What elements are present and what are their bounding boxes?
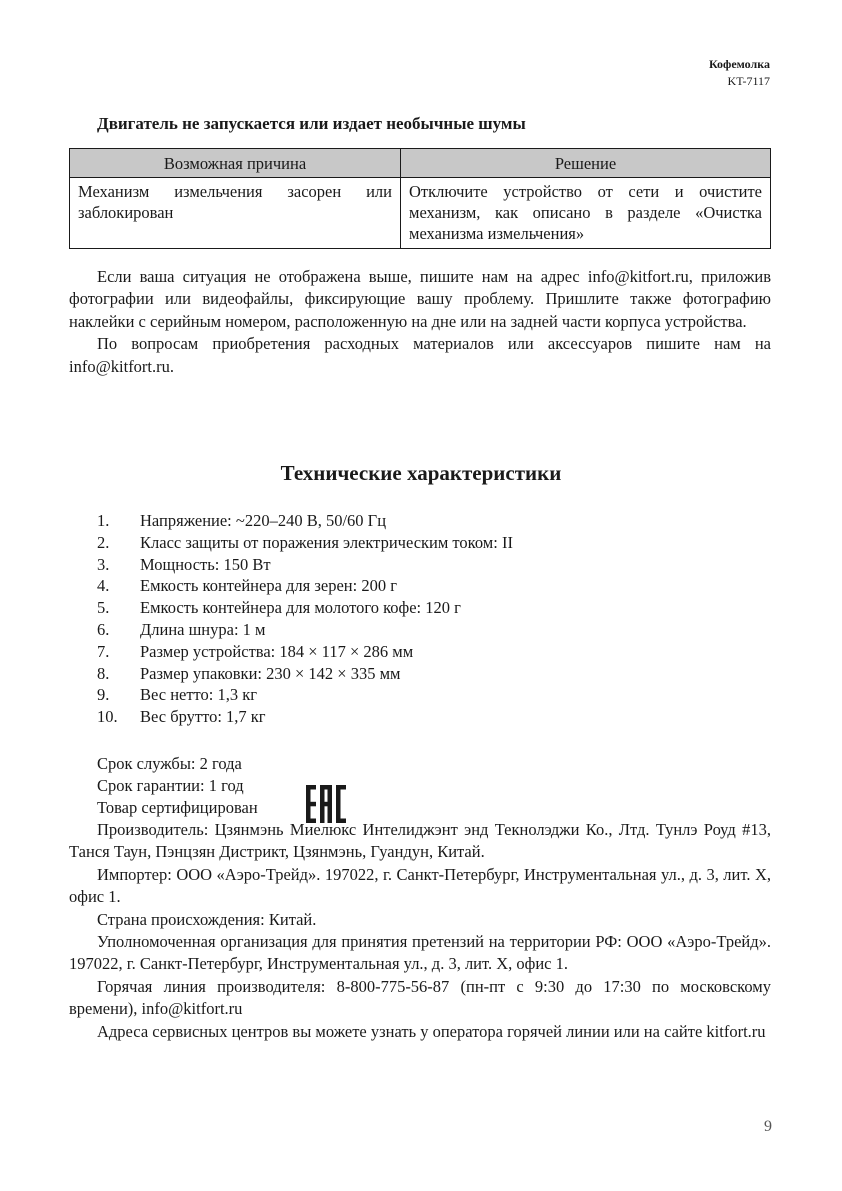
paragraph-origin: Страна происхождения: Китай.: [97, 909, 317, 929]
list-item-text: Класс защиты от поражения электрическим током: II: [140, 532, 513, 552]
list-item-number: 3.: [97, 554, 110, 574]
paragraph-importer: Импортер: ООО «Аэро-Трейд». 197022, г. Санкт-Петербург, Инструментальная ул., д. 3, лит. Х, офис 1.: [69, 864, 771, 907]
list-item-text: Напряжение: ~220–240 В, 50/60 Гц: [140, 511, 387, 530]
contact-info: [69, 266, 771, 378]
list-item-number: 6.: [97, 619, 110, 639]
troubleshooting-heading: Двигатель не запускается или издает необычные шумы: [97, 114, 526, 133]
list-item-number: 9.: [97, 685, 110, 705]
column-header-solution: Решение: [401, 149, 771, 178]
list-item-text: Емкость контейнера для молотого кофе: 120 г: [140, 598, 461, 618]
paragraph-accessories: По вопросам приобретения расходных материалов или аксессуаров пишите нам на info@kitfort.ru.: [69, 334, 771, 376]
certified-text: Товар сертифицирован: [97, 798, 258, 817]
specs-list: [97, 510, 513, 728]
list-item-text: Размер устройства: 184 × 117 × 286 мм: [140, 641, 414, 661]
list-item-number: 5.: [97, 598, 110, 618]
service-life: Срок службы: 2 года: [97, 754, 242, 773]
list-item-text: Вес нетто: 1,3 кг: [140, 685, 258, 705]
solution-cell: Отключите устройство от сети и очистите механизм, как описано в разделе «Очистка механизма измельчения»: [401, 178, 771, 249]
list-item-number: 4.: [97, 576, 110, 596]
eac-logo-icon: [306, 785, 346, 823]
list-item-text: Размер упаковки: 230 × 142 × 335 мм: [140, 663, 401, 683]
list-item: [97, 575, 513, 597]
list-item-text: Мощность: 150 Вт: [140, 554, 271, 574]
table-row: [70, 178, 771, 249]
list-item-text: Вес брутто: 1,7 кг: [140, 707, 266, 727]
paragraph-authorized-org: Уполномоченная организация для принятия претензий на территории РФ: ООО «Аэро-Трейд». 197022, г. Санкт-Петербург, Инструментальная ул., д. 3, лит. Х, офис 1.: [69, 932, 771, 974]
product-name: Кофемолка: [708, 57, 770, 71]
page-number: 9: [764, 1118, 772, 1135]
list-item: [97, 684, 513, 706]
column-header-cause: Возможная причина: [70, 149, 401, 178]
table-header-row: [70, 149, 771, 178]
list-item: [97, 554, 513, 576]
paragraph-hotline: Горячая линия производителя: 8-800-775-56-87 (пн-пт с 9:30 до 17:30 по московскому времени), info@kitfort.ru: [69, 976, 771, 1019]
list-item: [97, 510, 513, 532]
page-header: [709, 56, 770, 90]
list-item-number: 10.: [97, 707, 118, 727]
list-item-number: 1.: [97, 511, 110, 530]
paragraph-service-centers: Адреса сервисных центров вы можете узнать у оператора горячей линии или на сайте kitfort.ru: [97, 1021, 766, 1041]
list-item-number: 8.: [97, 663, 110, 683]
list-item: [97, 663, 513, 685]
company-info: [69, 819, 771, 1043]
paragraph-manufacturer: Производитель: Цзянмэнь Миелюкс Интелиджэнт энд Текнолэджи Ко., Лтд. Тунлэ Роуд #13, Танся Таун, Пэнцзян Дистрикт, Цзянмэнь, Гуандун, Китай.: [69, 820, 771, 862]
cause-cell: Механизм измельчения засорен или заблокирован: [70, 178, 401, 249]
product-model: KT-7117: [727, 74, 770, 88]
certification-line: [97, 797, 258, 819]
list-item: [97, 706, 513, 728]
list-item: [97, 597, 513, 619]
list-item-number: 2.: [97, 532, 110, 552]
list-item-text: Длина шнура: 1 м: [140, 619, 266, 639]
troubleshooting-table: [69, 148, 771, 249]
warranty-period: Срок гарантии: 1 год: [97, 776, 244, 795]
list-item: [97, 619, 513, 641]
service-info: [97, 753, 258, 819]
list-item: [97, 641, 513, 663]
list-item-text: Емкость контейнера для зерен: 200 г: [140, 576, 397, 596]
list-item-number: 7.: [97, 641, 110, 661]
paragraph-contact: Если ваша ситуация не отображена выше, пишите нам на адрес info@kitfort.ru, приложив фотографии или видеофайлы, фиксирующие вашу проблему. Пришлите также фотографию наклейки с серийным номером, расположенную на дне или на задней части корпуса устройства.: [69, 267, 771, 331]
specs-title: Технические характеристики: [280, 461, 562, 485]
list-item: [97, 532, 513, 554]
